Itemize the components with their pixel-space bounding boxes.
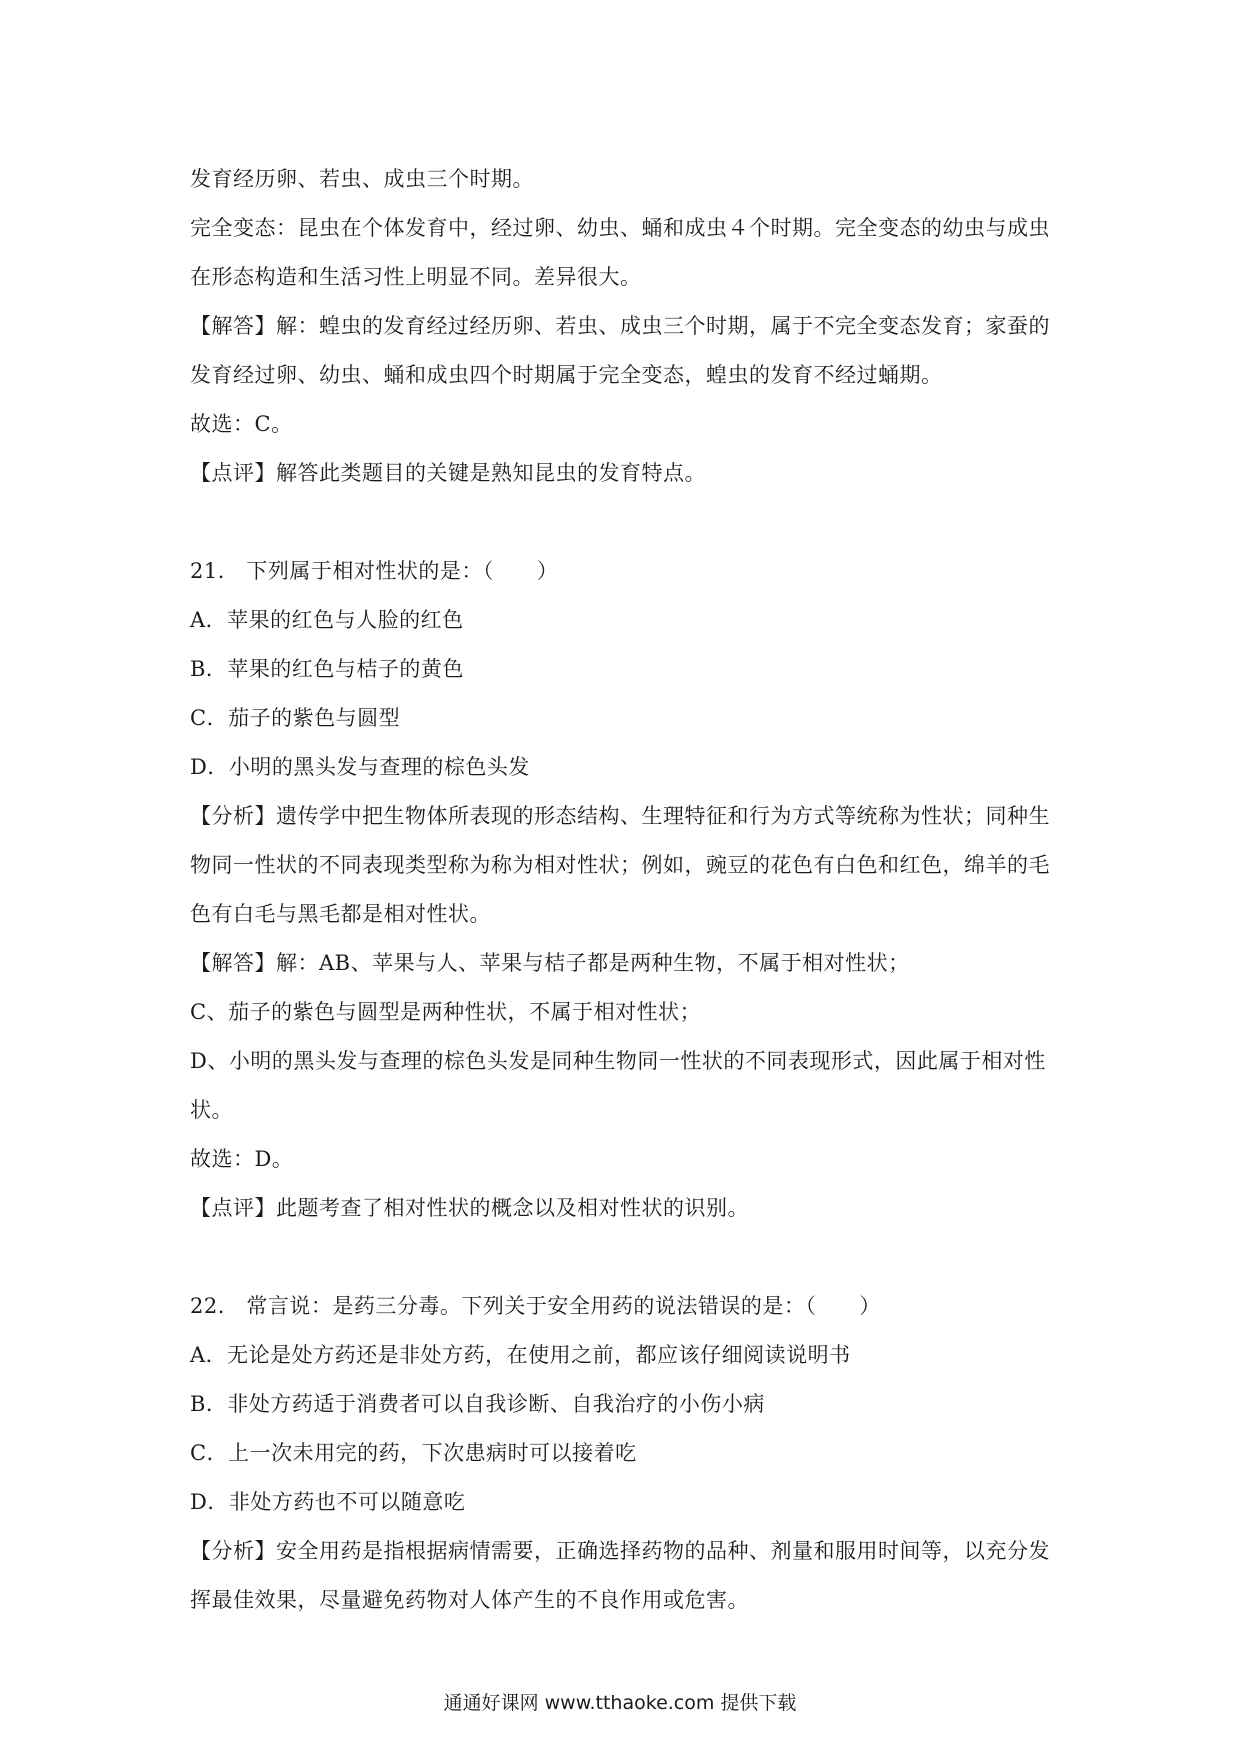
q21-answer-line: 【解答】解：AB、苹果与人、苹果与桔子都是两种生物，不属于相对性状； <box>190 951 910 975</box>
page-footer: 通通好课网 www.tthaoke.com 提供下载 <box>443 1692 797 1714</box>
q20-choice: 故选：C。 <box>190 412 293 436</box>
q22-option-b: B．非处方药适于消费者可以自我诊断、自我治疗的小伤小病 <box>190 1392 765 1416</box>
q21-option-c: C．茄子的紫色与圆型 <box>190 706 401 730</box>
q21-answer-line: C、茄子的紫色与圆型是两种性状，不属于相对性状； <box>190 1000 702 1024</box>
q20-answer-line: 【解答】解：蝗虫的发育经过经历卵、若虫、成虫三个时期，属于不完全变态发育；家蚕的 <box>190 314 1050 338</box>
q21-analysis-line: 物同一性状的不同表现类型称为称为相对性状；例如，豌豆的花色有白色和红色，绵羊的毛 <box>190 853 1050 877</box>
q21-answer-line: 状。 <box>190 1098 233 1122</box>
q20-text-line: 完全变态：昆虫在个体发育中，经过卵、幼虫、蛹和成虫４个时期。完全变态的幼虫与成虫 <box>190 216 1050 240</box>
q21-option-a: A．苹果的红色与人脸的红色 <box>190 608 464 632</box>
q22-option-a: A．无论是处方药还是非处方药，在使用之前，都应该仔细阅读说明书 <box>190 1343 851 1367</box>
section-gap <box>190 1233 1070 1282</box>
q21-choice: 故选：D。 <box>190 1147 294 1171</box>
q21-answer-line: D、小明的黑头发与查理的棕色头发是同种生物同一性状的不同表现形式，因此属于相对性 <box>190 1049 1046 1073</box>
q20-text-line: 发育经历卵、若虫、成虫三个时期。 <box>190 167 534 191</box>
q22-option-d: D．非处方药也不可以随意吃 <box>190 1490 466 1514</box>
q21-analysis-line: 色有白毛与黑毛都是相对性状。 <box>190 902 491 926</box>
q20-text-line: 在形态构造和生活习性上明显不同。差异很大。 <box>190 265 642 289</box>
q20-answer-line: 发育经过卵、幼虫、蛹和成虫四个时期属于完全变态，蝗虫的发育不经过蛹期。 <box>190 363 943 387</box>
q21-stem: 21. 下列属于相对性状的是：（ ） <box>190 559 559 583</box>
q22-analysis-line: 挥最佳效果，尽量避免药物对人体产生的不良作用或危害。 <box>190 1588 749 1612</box>
section-gap <box>190 498 1070 547</box>
q21-analysis-line: 【分析】遗传学中把生物体所表现的形态结构、生理特征和行为方式等统称为性状；同种生 <box>190 804 1050 828</box>
document-body <box>190 155 1070 1625</box>
q20-comment: 【点评】解答此类题目的关键是熟知昆虫的发育特点。 <box>190 461 706 485</box>
q21-option-b: B．苹果的红色与桔子的黄色 <box>190 657 464 681</box>
q21-comment: 【点评】此题考查了相对性状的概念以及相对性状的识别。 <box>190 1196 749 1220</box>
q22-option-c: C．上一次未用完的药，下次患病时可以接着吃 <box>190 1441 637 1465</box>
q21-option-d: D．小明的黑头发与查理的棕色头发 <box>190 755 530 779</box>
q22-stem: 22. 常言说：是药三分毒。下列关于安全用药的说法错误的是：（ ） <box>190 1294 881 1318</box>
q22-analysis-line: 【分析】安全用药是指根据病情需要，正确选择药物的品种、剂量和服用时间等，以充分发 <box>190 1539 1050 1563</box>
